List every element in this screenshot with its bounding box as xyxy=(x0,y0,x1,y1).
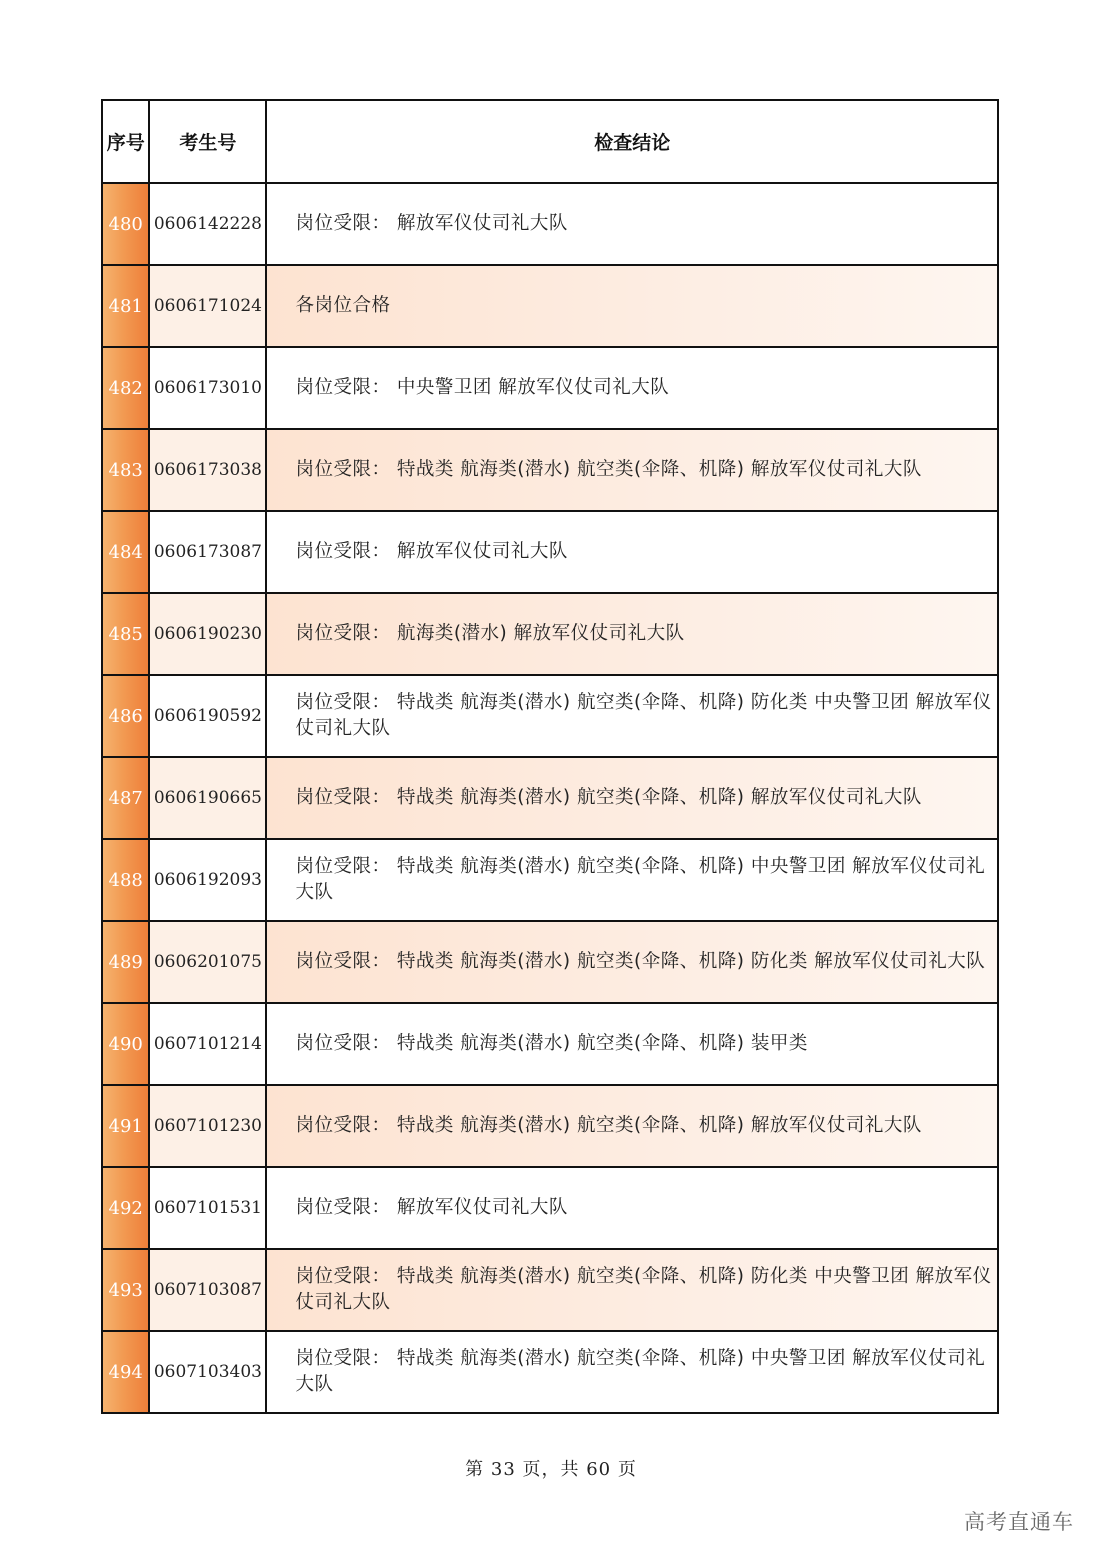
row-result: 岗位受限： 特战类 航海类(潜水) 航空类(伞降、机降) 装甲类 xyxy=(266,1003,998,1085)
row-result: 岗位受限： 特战类 航海类(潜水) 航空类(伞降、机降) 防化类 解放军仪仗司礼大队 xyxy=(266,921,998,1003)
row-result: 岗位受限： 特战类 航海类(潜水) 航空类(伞降、机降) 中央警卫团 解放军仪仗司礼大队 xyxy=(266,1331,998,1413)
header-candidate-id: 考生号 xyxy=(149,100,266,183)
row-result: 岗位受限： 解放军仪仗司礼大队 xyxy=(266,511,998,593)
row-seq: 484 xyxy=(102,511,149,593)
row-candidate-id: 0607101531 xyxy=(149,1167,266,1249)
row-result: 岗位受限： 解放军仪仗司礼大队 xyxy=(266,183,998,265)
header-seq: 序号 xyxy=(102,100,149,183)
row-candidate-id: 0607103403 xyxy=(149,1331,266,1413)
row-candidate-id: 0606173010 xyxy=(149,347,266,429)
watermark: 高考直通车 xyxy=(964,1510,1074,1534)
table-row xyxy=(102,1167,998,1249)
table-row xyxy=(102,921,998,1003)
table-row xyxy=(102,757,998,839)
row-seq: 493 xyxy=(102,1249,149,1331)
row-result: 岗位受限： 特战类 航海类(潜水) 航空类(伞降、机降) 防化类 中央警卫团 解放军仪仗司礼大队 xyxy=(266,675,998,757)
row-seq: 480 xyxy=(102,183,149,265)
row-candidate-id: 0607101214 xyxy=(149,1003,266,1085)
table-row xyxy=(102,1331,998,1413)
row-seq: 490 xyxy=(102,1003,149,1085)
row-candidate-id: 0606171024 xyxy=(149,265,266,347)
row-seq: 494 xyxy=(102,1331,149,1413)
table-row xyxy=(102,675,998,757)
row-result: 岗位受限： 解放军仪仗司礼大队 xyxy=(266,1167,998,1249)
row-seq: 491 xyxy=(102,1085,149,1167)
header-result: 检查结论 xyxy=(266,100,998,183)
row-seq: 481 xyxy=(102,265,149,347)
row-seq: 483 xyxy=(102,429,149,511)
row-result: 岗位受限： 特战类 航海类(潜水) 航空类(伞降、机降) 解放军仪仗司礼大队 xyxy=(266,757,998,839)
row-candidate-id: 0606173087 xyxy=(149,511,266,593)
row-candidate-id: 0606201075 xyxy=(149,921,266,1003)
table-row xyxy=(102,265,998,347)
row-result: 岗位受限： 特战类 航海类(潜水) 航空类(伞降、机降) 解放军仪仗司礼大队 xyxy=(266,1085,998,1167)
page-number: 第 33 页，共 60 页 xyxy=(465,1459,637,1480)
table-row xyxy=(102,1003,998,1085)
table-body xyxy=(102,183,998,1413)
row-seq: 487 xyxy=(102,757,149,839)
row-result: 岗位受限： 特战类 航海类(潜水) 航空类(伞降、机降) 中央警卫团 解放军仪仗司礼大队 xyxy=(266,839,998,921)
row-result: 岗位受限： 特战类 航海类(潜水) 航空类(伞降、机降) 防化类 中央警卫团 解放军仪仗司礼大队 xyxy=(266,1249,998,1331)
row-candidate-id: 0607103087 xyxy=(149,1249,266,1331)
row-candidate-id: 0606142228 xyxy=(149,183,266,265)
table-row xyxy=(102,511,998,593)
row-seq: 488 xyxy=(102,839,149,921)
row-candidate-id: 0606173038 xyxy=(149,429,266,511)
table-row xyxy=(102,347,998,429)
table-row xyxy=(102,429,998,511)
row-seq: 482 xyxy=(102,347,149,429)
table-row xyxy=(102,839,998,921)
row-candidate-id: 0606190665 xyxy=(149,757,266,839)
row-seq: 486 xyxy=(102,675,149,757)
row-candidate-id: 0606190230 xyxy=(149,593,266,675)
row-result: 各岗位合格 xyxy=(266,265,998,347)
row-result: 岗位受限： 特战类 航海类(潜水) 航空类(伞降、机降) 解放军仪仗司礼大队 xyxy=(266,429,998,511)
table-row xyxy=(102,1249,998,1331)
row-result: 岗位受限： 航海类(潜水) 解放军仪仗司礼大队 xyxy=(266,593,998,675)
row-seq: 485 xyxy=(102,593,149,675)
table-row xyxy=(102,1085,998,1167)
row-seq: 489 xyxy=(102,921,149,1003)
row-candidate-id: 0606192093 xyxy=(149,839,266,921)
row-candidate-id: 0606190592 xyxy=(149,675,266,757)
table-header-row xyxy=(102,100,998,183)
table-row xyxy=(102,593,998,675)
results-table xyxy=(101,99,999,1414)
row-seq: 492 xyxy=(102,1167,149,1249)
row-result: 岗位受限： 中央警卫团 解放军仪仗司礼大队 xyxy=(266,347,998,429)
row-candidate-id: 0607101230 xyxy=(149,1085,266,1167)
table-row xyxy=(102,183,998,265)
